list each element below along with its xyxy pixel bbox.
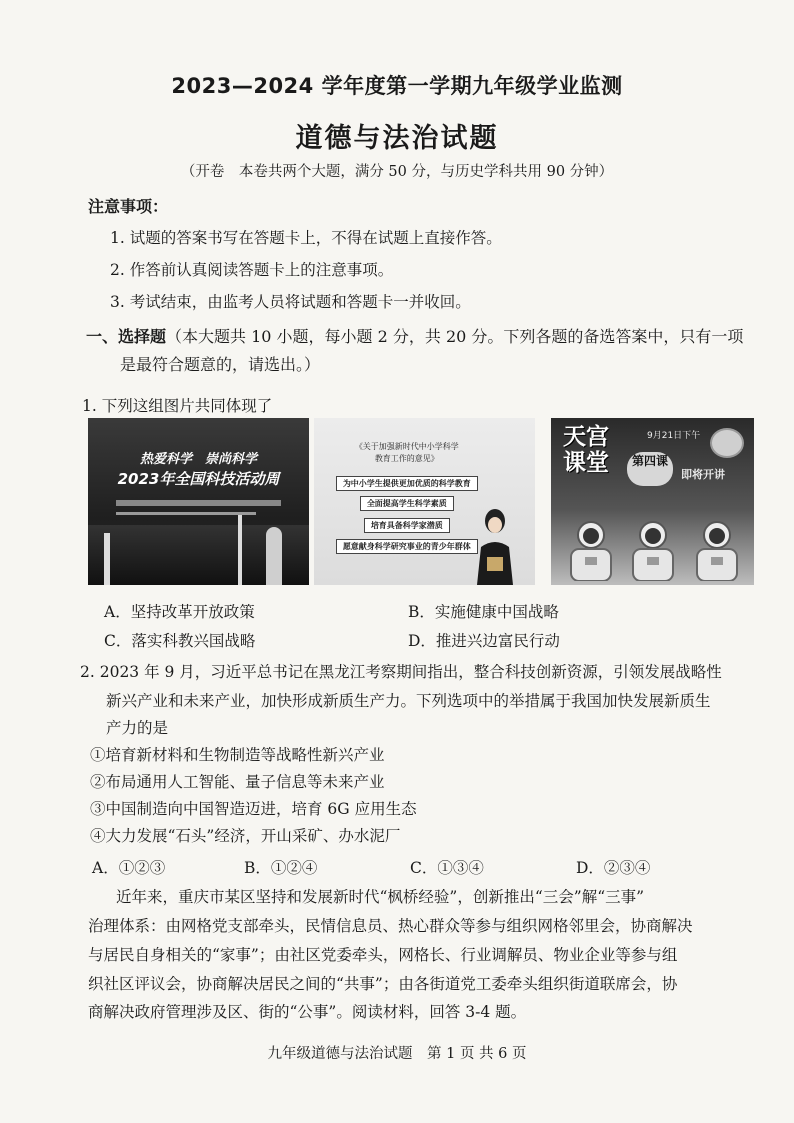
question-2-stem-cont: 产力的是 [106,719,169,737]
exam-subtitle: （开卷 本卷共两个大题，满分 50 分，与历史学科共用 90 分钟） [180,164,614,180]
q2-statement-3: ③中国制造向中国智造迈进，培育 6G 应用生态 [90,800,417,818]
material-paragraph: 织社区评议会，协商解决居民之间的“共事”；由各街道党工委牵头组织街道联席会，协 [88,975,678,993]
note-item: 3. 考试结束，由监考人员将试题和答题卡一并收回。 [110,293,471,311]
photo2-teacher-figure [473,507,517,585]
photo2-point: 全面提高学生科学素质 [360,496,454,511]
photo3-date: 9月21日下午 [647,431,701,441]
photo-science-week [88,418,309,585]
q1-option-d: D．推进兴边富民行动 [408,632,560,650]
photo2-point: 愿意献身科学研究事业的青少年群体 [336,539,478,554]
exam-title: 2023—2024 学年度第一学期九年级学业监测 [171,74,623,98]
photo2-policy-title: 《关于加强新时代中小学科学 [354,442,459,451]
photo1-banner-strip [116,512,256,515]
photo1-banner-strip [116,500,281,506]
notes-heading: 注意事项： [88,197,169,216]
question-1-stem: 1. 下列这组图片共同体现了 [82,397,273,415]
astronaut-icon [691,519,743,581]
material-paragraph: 商解决政府管理涉及区、街的“公事”。阅读材料，回答 3-4 题。 [88,1003,527,1021]
material-paragraph: 与居民自身相关的“家事”；由社区党委牵头，网格长、行业调解员、物业企业等参与组 [88,946,678,964]
page-footer: 九年级道德与法治试题 第 1 页 共 6 页 [267,1046,527,1062]
question-2-stem-cont: 新兴产业和未来产业，加快形成新质生产力。下列选项中的举措属于我国加快发展新质生 [106,692,711,710]
q2-option-b: B．①②④ [244,859,318,877]
photo1-robot [266,527,282,585]
photo2-policy-title: 教育工作的意见》 [374,454,439,463]
subject-title: 道德与法治试题 [295,123,499,154]
q1-option-b: B．实施健康中国战略 [408,603,559,621]
q2-option-d: D．②③④ [576,859,651,877]
photo1-tower [104,533,110,585]
section-heading [86,324,743,347]
astronaut-icon [627,519,679,581]
material-paragraph: 近年来，重庆市某区坚持和发展新时代“枫桥经验”，创新推出“三会”解“三事” [116,888,645,906]
astronaut-icon [565,519,617,581]
section-desc-cont: 是最符合题意的，请选出。） [120,355,321,374]
photo1-tower [238,515,242,585]
photo-tiangong-class [551,418,754,585]
photo-science-education-policy [314,418,535,585]
mission-logo-icon [710,428,744,458]
photo3-badge: 第四课 [627,452,673,486]
photo3-title: 天宫课堂 [563,424,609,476]
photo1-slogan: 热爱科学 崇尚科学 [139,452,257,467]
photo3-tagline: 即将开讲 [681,468,725,481]
note-item: 2. 作答前认真阅读答题卡上的注意事项。 [110,261,394,279]
photo2-point: 培育具备科学家潜质 [364,518,450,533]
q2-statement-4: ④大力发展“石头”经济，开山采矿、办水泥厂 [90,827,401,845]
q1-option-a: A．坚持改革开放政策 [104,603,255,621]
q1-option-c: C．落实科教兴国战略 [104,632,256,650]
question-2-stem: 2. 2023 年 9 月，习近平总书记在黑龙江考察期间指出，整合科技创新资源，引领发展战略性 [80,663,722,681]
material-paragraph: 治理体系：由网格党支部牵头，民情信息员、热心群众等参与组织网格邻里会，协商解决 [88,917,693,935]
q2-option-c: C．①③④ [410,859,484,877]
q2-statement-1: ①培育新材料和生物制造等战略性新兴产业 [90,746,385,764]
photo2-point: 为中小学生提供更加优质的科学教育 [336,476,478,491]
q2-option-a: A．①②③ [92,859,166,877]
section-desc: （本大题共 10 小题，每小题 2 分，共 20 分。下列各题的备选答案中，只有一项 [166,327,744,346]
section-label: 一、选择题 [86,327,167,346]
note-item: 1. 试题的答案书写在答题卡上，不得在试题上直接作答。 [110,229,502,247]
q2-statement-2: ②布局通用人工智能、量子信息等未来产业 [90,773,385,791]
photo1-headline: 2023年全国科技活动周 [117,470,280,488]
